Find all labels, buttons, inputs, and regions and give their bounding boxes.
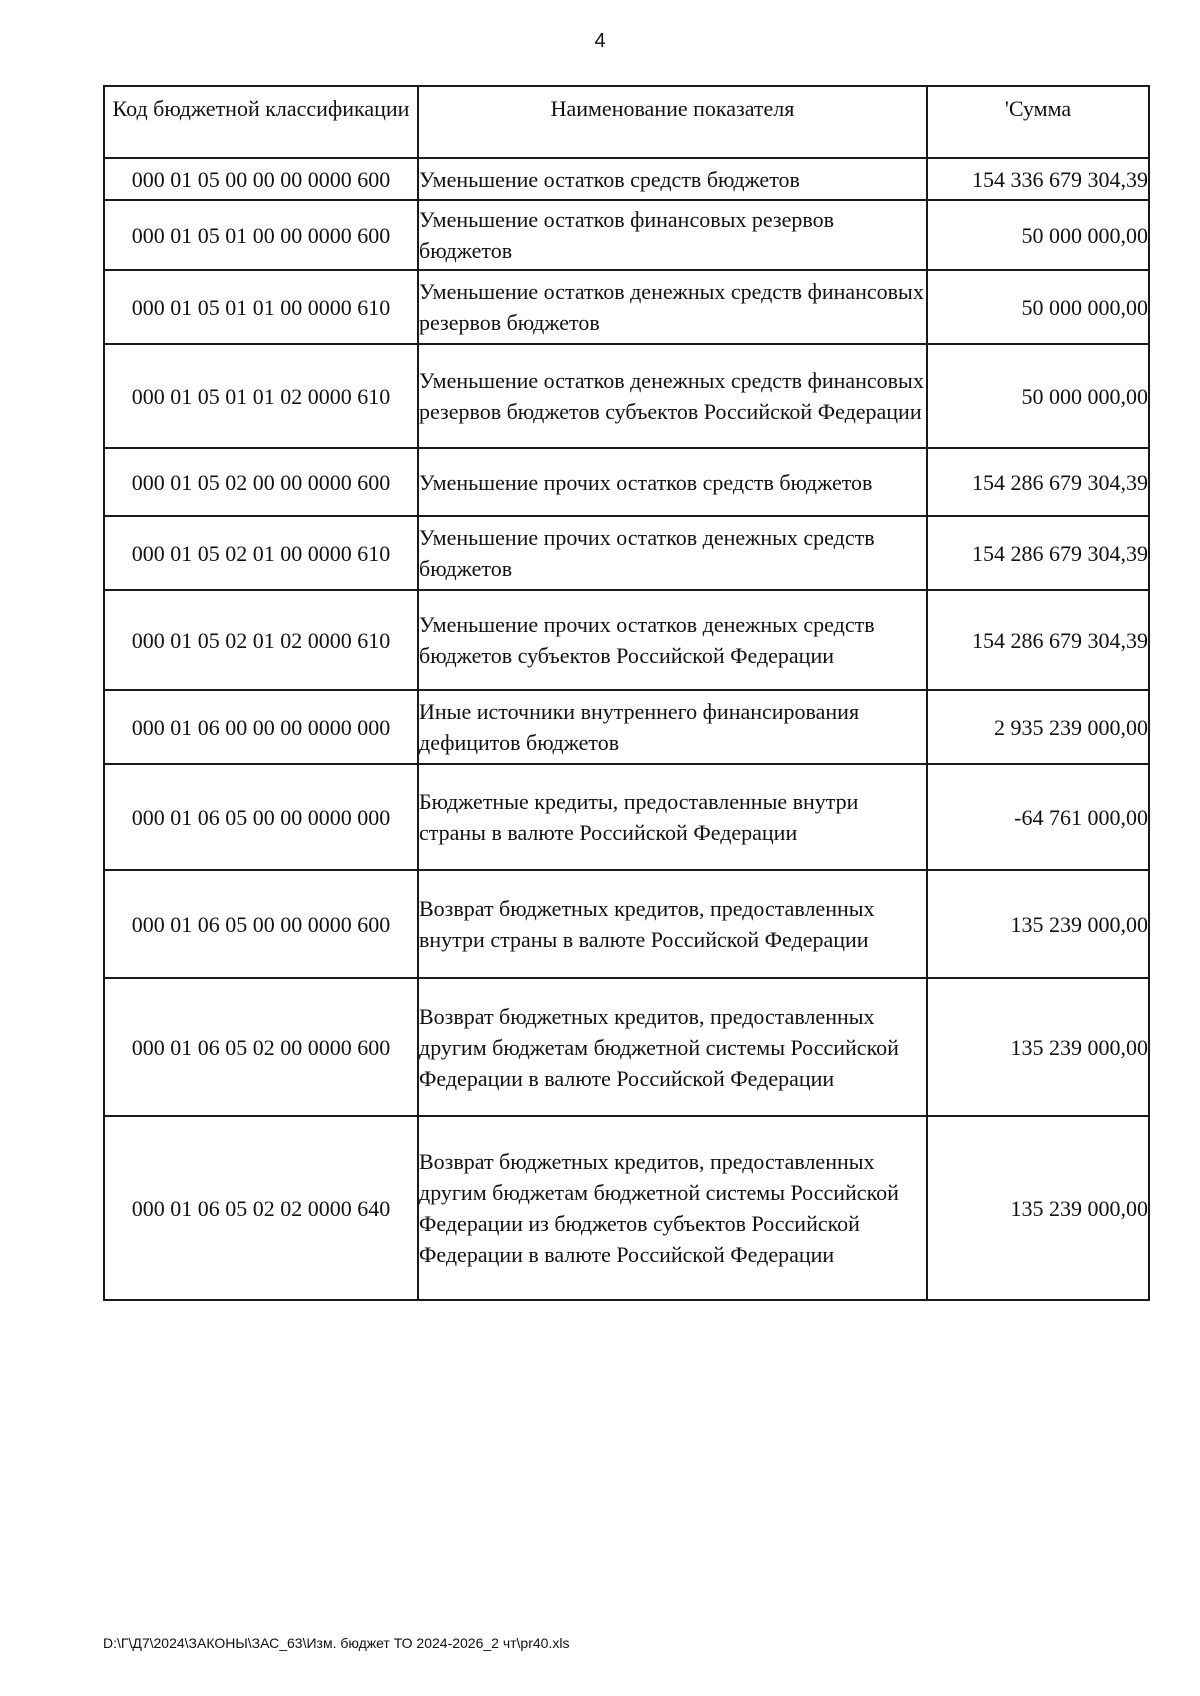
row-code: 000 01 06 05 02 00 0000 600 — [104, 978, 418, 1116]
row-code: 000 01 05 02 01 00 0000 610 — [104, 516, 418, 590]
row-code: 000 01 05 02 01 02 0000 610 — [104, 590, 418, 690]
table-row — [104, 448, 1149, 516]
header-name: Наименование показателя — [418, 86, 927, 158]
table-row — [104, 270, 1149, 344]
row-sum: 135 239 000,00 — [927, 978, 1149, 1116]
table-row — [104, 158, 1149, 200]
table-header-row — [104, 86, 1149, 158]
table-row — [104, 764, 1149, 870]
row-code: 000 01 05 01 01 02 0000 610 — [104, 344, 418, 448]
row-code: 000 01 05 01 01 00 0000 610 — [104, 270, 418, 344]
row-name: Уменьшение остатков средств бюджетов — [418, 158, 927, 200]
row-name: Уменьшение остатков финансовых резервов бюджетов — [418, 200, 927, 270]
row-name: Иные источники внутреннего финансирования дефицитов бюджетов — [418, 690, 927, 764]
table-row — [104, 590, 1149, 690]
row-name: Уменьшение прочих остатков денежных средств бюджетов субъектов Российской Федерации — [418, 590, 927, 690]
row-code: 000 01 06 05 00 00 0000 600 — [104, 870, 418, 978]
row-code: 000 01 05 01 00 00 0000 600 — [104, 200, 418, 270]
table-row — [104, 690, 1149, 764]
row-code: 000 01 06 00 00 00 0000 000 — [104, 690, 418, 764]
row-name: Бюджетные кредиты, предоставленные внутри страны в валюте Российской Федерации — [418, 764, 927, 870]
row-name: Уменьшение остатков денежных средств финансовых резервов бюджетов — [418, 270, 927, 344]
row-sum: 154 336 679 304,39 — [927, 158, 1149, 200]
table-row — [104, 516, 1149, 590]
row-code: 000 01 05 00 00 00 0000 600 — [104, 158, 418, 200]
row-sum: 50 000 000,00 — [927, 270, 1149, 344]
row-sum: 154 286 679 304,39 — [927, 590, 1149, 690]
row-sum: 135 239 000,00 — [927, 870, 1149, 978]
row-name: Уменьшение прочих остатков средств бюджетов — [418, 448, 927, 516]
row-name: Возврат бюджетных кредитов, предоставленных внутри страны в валюте Российской Федерации — [418, 870, 927, 978]
row-sum: 2 935 239 000,00 — [927, 690, 1149, 764]
row-sum: 50 000 000,00 — [927, 200, 1149, 270]
row-name: Возврат бюджетных кредитов, предоставленных другим бюджетам бюджетной системы Российской Федерации в валюте Российской Федерации — [418, 978, 927, 1116]
row-sum: 154 286 679 304,39 — [927, 448, 1149, 516]
row-code: 000 01 05 02 00 00 0000 600 — [104, 448, 418, 516]
table-row — [104, 200, 1149, 270]
row-sum: 135 239 000,00 — [927, 1116, 1149, 1300]
row-sum: 50 000 000,00 — [927, 344, 1149, 448]
row-sum: 154 286 679 304,39 — [927, 516, 1149, 590]
row-name: Возврат бюджетных кредитов, предоставленных другим бюджетам бюджетной системы Российской Федерации из бюджетов субъектов Российской Федерации в валюте Российской Федерации — [418, 1116, 927, 1300]
budget-sources-table — [103, 85, 1150, 1301]
row-name: Уменьшение остатков денежных средств финансовых резервов бюджетов субъектов Российской Федерации — [418, 344, 927, 448]
table-row — [104, 344, 1149, 448]
table-row — [104, 978, 1149, 1116]
row-sum: -64 761 000,00 — [927, 764, 1149, 870]
table-row — [104, 870, 1149, 978]
page-number: 4 — [594, 30, 606, 52]
header-sum: 'Сумма — [927, 86, 1149, 158]
header-code: Код бюджетной классификации — [104, 86, 418, 158]
row-code: 000 01 06 05 02 02 0000 640 — [104, 1116, 418, 1300]
footer-file-path: D:\Г\Д7\2024\ЗАКОНЫ\ЗАС_63\Изм. бюджет ТО 2024-2026_2 чт\pr40.xls — [103, 1635, 570, 1651]
table-row — [104, 1116, 1149, 1300]
row-name: Уменьшение прочих остатков денежных средств бюджетов — [418, 516, 927, 590]
row-code: 000 01 06 05 00 00 0000 000 — [104, 764, 418, 870]
